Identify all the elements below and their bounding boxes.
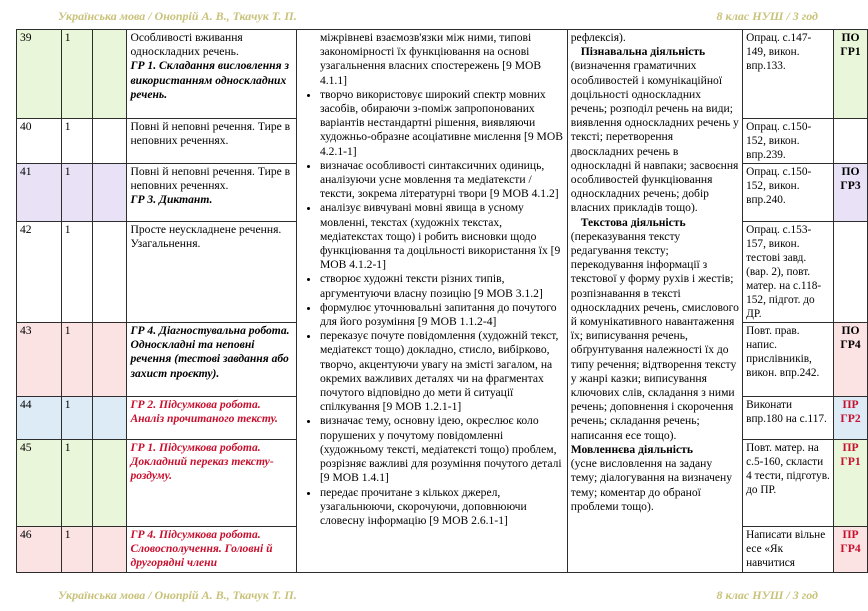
lesson-number: 46 xyxy=(17,527,62,573)
header-left: Українська мова / Онопрій А. В., Ткачук Т. П. xyxy=(58,9,297,23)
lesson-date-cell xyxy=(92,119,127,164)
lesson-date-cell xyxy=(92,30,127,119)
result-item: • створює художні тексти різних типів, аргументуючи власну позицію [9 МОВ 3.1.2] xyxy=(320,272,564,300)
homework: Опрац. с.153-157, викон. тестові завд. (вар. 2), повт. матер. на с.118-152, підгот. до ДР. xyxy=(743,222,834,323)
lesson-topic: Повні й неповні речення. Тире в неповних реченнях. ГР 3. Диктант. xyxy=(127,164,296,222)
table-row xyxy=(17,30,868,119)
assessment-group: ПР ГР2 xyxy=(833,397,867,440)
lesson-number: 41 xyxy=(17,164,62,222)
lesson-topic: Особливості вживання односкладних речень. ГР 1. Складання висловлення з використанням односкладних речень. xyxy=(127,30,296,119)
lesson-date-cell xyxy=(92,397,127,440)
activity-speech-title: Мовленнєва діяльність xyxy=(570,442,693,456)
header-right: 8 клас НУШ / 3 год xyxy=(716,9,818,23)
lesson-number: 43 xyxy=(17,323,62,397)
assessment-group: ПР ГР4 xyxy=(833,527,867,573)
lesson-date-cell xyxy=(92,323,127,397)
lesson-date-cell xyxy=(92,440,127,527)
homework: Опрац. с.147-149, викон. впр.133. xyxy=(743,30,834,119)
homework: Повт. матер. на с.5-160, скласти 4 тести, підготув. до ПР. xyxy=(743,440,834,527)
assessment-group xyxy=(833,119,867,164)
homework: Написати вільне есе «Як навчитися xyxy=(743,527,834,573)
activity-cognitive-text: (визначення граматичних особливостей і комунікаційної доцільності односкладних речень; розподіл речень на види; виявлення односкладних речень у тексті; перетворення двоскладних речень в односкладні й навпаки; засвоєння особливостей функціювання односкладних речень; добір власних прикладів тощо). xyxy=(570,59,739,215)
lesson-hours: 1 xyxy=(61,164,92,222)
assessment-group xyxy=(833,222,867,323)
lesson-hours: 1 xyxy=(61,323,92,397)
homework: Опрац. с.150-152, викон. впр.240. xyxy=(743,164,834,222)
assessment-group: ПО ГР3 xyxy=(833,164,867,222)
lesson-date-cell xyxy=(92,164,127,222)
lesson-topic: Просте неускладнене речення. Узагальнення. xyxy=(127,222,296,323)
lesson-date-cell xyxy=(92,527,127,573)
lesson-hours: 1 xyxy=(61,440,92,527)
result-item: • творчо використовує широкий спектр мовних засобів, обираючи з-поміж запропонованих варіантів нестандартні рішення, виявляючи художньо-образне асоціативне мислення [9 МОВ 4.2.1-1] xyxy=(320,88,564,159)
student-activities xyxy=(567,30,742,573)
lesson-topic: ГР 2. Підсумкова робота. Аналіз прочитаного тексту. xyxy=(127,397,296,440)
lesson-hours: 1 xyxy=(61,119,92,164)
lesson-number: 40 xyxy=(17,119,62,164)
activity-speech-text: (усне висловлення на задану тему; діалогування на визначену тему; коментар до обраної проблеми тощо). xyxy=(570,457,733,513)
lesson-date-cell xyxy=(92,222,127,323)
footer-right: 8 клас НУШ / 3 год xyxy=(716,588,818,602)
lesson-hours: 1 xyxy=(61,397,92,440)
result-item: • визначає тему, основну ідею, окреслює коло порушених у почутому повідомленні (художньому тексті, медіатексті тощо) проблем, розрізняє важливі для розуміння почутого деталі [9 МОВ 1.4.1] xyxy=(320,414,564,485)
homework: Виконати впр.180 на с.117. xyxy=(743,397,834,440)
activity-cognitive-title: Пізнавальна діяльність xyxy=(580,45,706,59)
lesson-plan-table xyxy=(16,29,868,573)
homework: Опрац. с.150-152, викон. впр.239. xyxy=(743,119,834,164)
lesson-topic: Повні й неповні речення. Тире в неповних реченнях. xyxy=(127,119,296,164)
lesson-hours: 1 xyxy=(61,30,92,119)
assessment-group: ПР ГР1 xyxy=(833,440,867,527)
assessment-group: ПО ГР4 xyxy=(833,323,867,397)
expected-results xyxy=(296,30,567,573)
lesson-number: 39 xyxy=(17,30,62,119)
result-item: • переказує почуте повідомлення (художній текст, медіатекст тощо) докладно, стисло, вибірково, творчо, акцентуючи увагу на змісті загалом, на окремих важливих деталях чи на фрагментах почутого відповідно до мети й ситуації спілкування [9 МОВ 1.2.1-1] xyxy=(320,329,564,414)
page-header xyxy=(0,9,868,27)
result-item: • аналізує вивчувані мовні явища в усному мовленні, текстах (художніх текстах, медіатекстах тощо) і робить висновки щодо функціювання та доцільності використання їх [9 МОВ 4.1.2-1] xyxy=(320,201,564,272)
lesson-number: 42 xyxy=(17,222,62,323)
lesson-topic: ГР 1. Підсумкова робота. Докладний переказ тексту-роздуму. xyxy=(127,440,296,527)
assessment-group: ПО ГР1 xyxy=(833,30,867,119)
result-item: • визначає особливості синтаксичних одиниць, аналізуючи усне мовлення та медіатексти / тексти, зокрема літературні твори [9 МОВ 4.1.2] xyxy=(320,159,564,202)
lesson-number: 45 xyxy=(17,440,62,527)
lesson-topic: ГР 4. Діагностувальна робота. Односкладні та неповні речення (тестові завдання або захист проєкту). xyxy=(127,323,296,397)
lesson-hours: 1 xyxy=(61,222,92,323)
lesson-number: 44 xyxy=(17,397,62,440)
footer-left: Українська мова / Онопрій А. В., Ткачук Т. П. xyxy=(58,588,297,602)
activity-intro: рефлексія). xyxy=(570,31,626,44)
lesson-hours: 1 xyxy=(61,527,92,573)
result-item: • передає прочитане з кількох джерел, узагальнюючи, скорочуючи, доповнюючи словесну інформацію [9 МОВ 2.6.1-1] xyxy=(320,486,564,529)
result-item: міжрівневі взаємозв'язки між ними, типові закономірності їх функціювання на основі узагальнення власних спостережень [9 МОВ 4.1.1] xyxy=(319,31,542,87)
activity-text-text: (переказування тексту редагування тексту; перекодування інформації з текстової у форму рухів і жестів; розпізнавання в тексті односкладних речень, смислового й комунікативного навантаження їх; виписування речень, обґрунтування належності їх до типу речення; відтворення тексту у жанрі казки; виписування ключових слів, складання з ними речень; доповнення і скорочення речень; складання речень; написання есе тощо). xyxy=(570,229,739,442)
homework: Повт. прав. напис. прислівників, викон. впр.242. xyxy=(743,323,834,397)
page-footer xyxy=(0,588,868,606)
lesson-topic: ГР 4. Підсумкова робота. Словосполучення. Головні й другорядні члени xyxy=(127,527,296,573)
result-item: • формулює уточнювальні запитання до почутого для його розуміння [9 МОВ 1.1.2-4] xyxy=(320,301,564,329)
activity-text-title: Текстова діяльність xyxy=(580,215,686,229)
